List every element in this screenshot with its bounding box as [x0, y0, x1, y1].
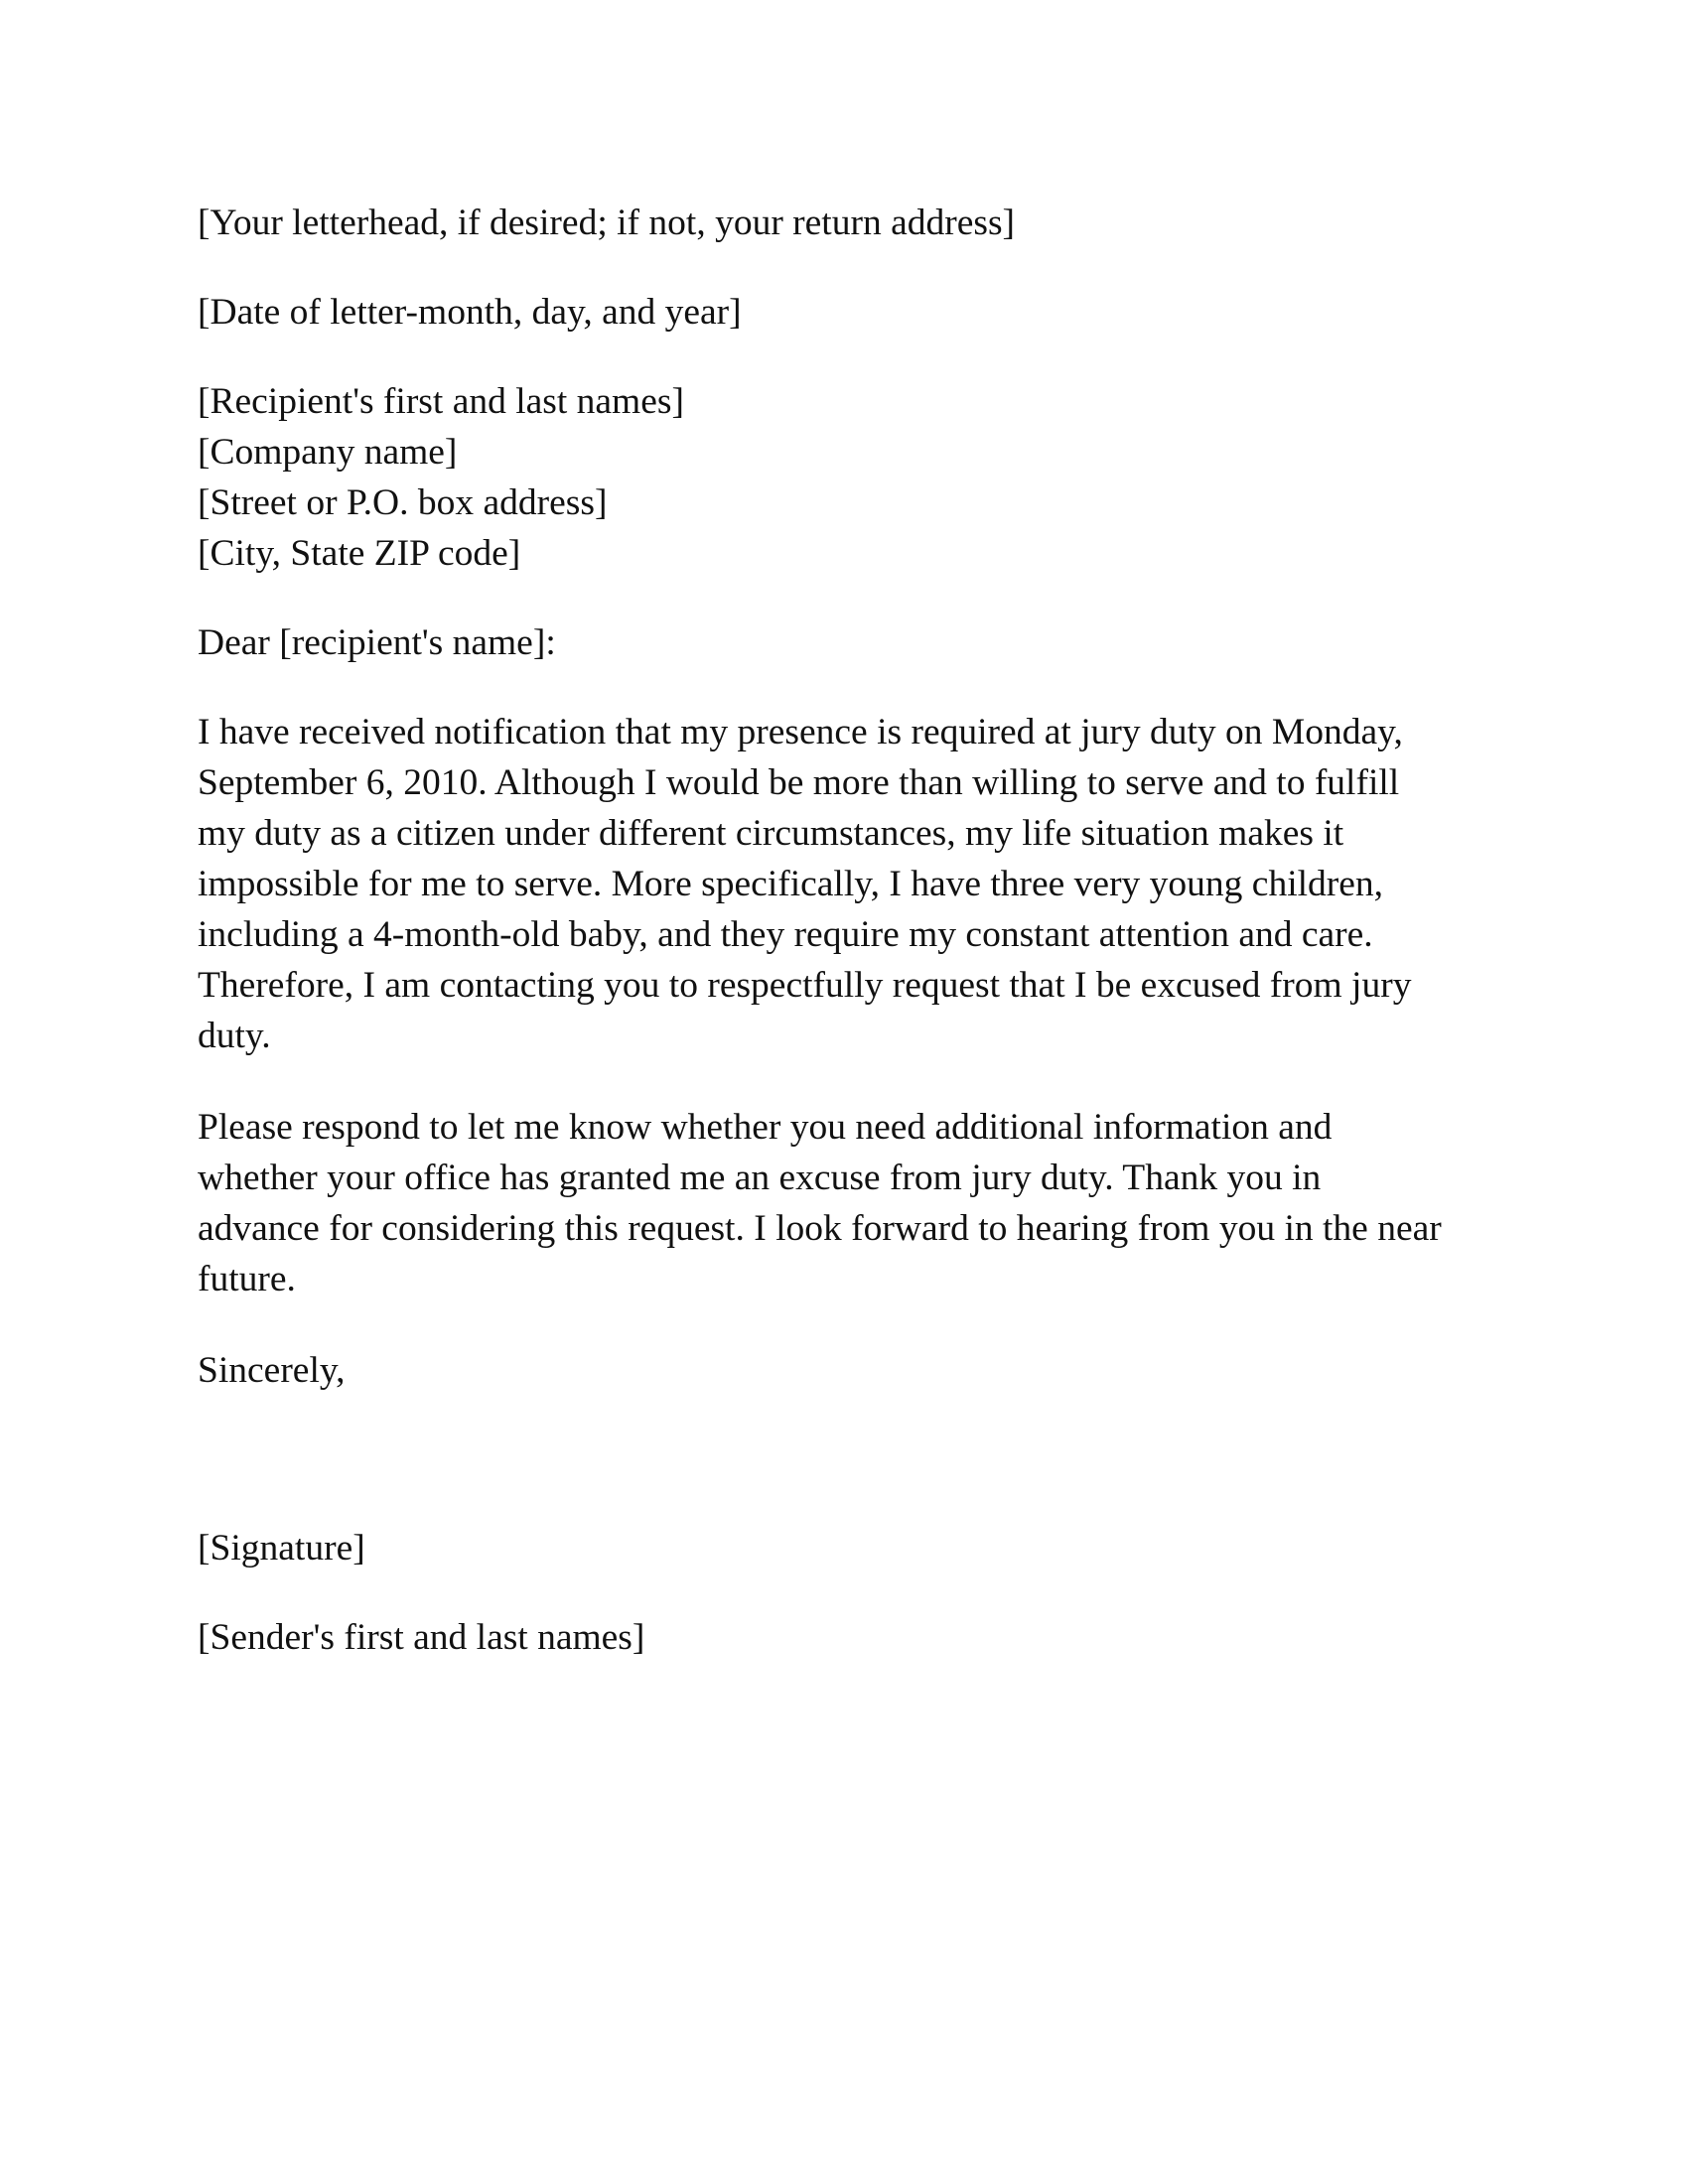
paragraph-line: future.	[198, 1259, 296, 1299]
paragraph-line: impossible for me to serve. More specifically, I have three very young children,	[198, 864, 1384, 904]
paragraph-line: Therefore, I am contacting you to respectfully request that I be excused from jury	[198, 965, 1412, 1006]
paragraph-line: Please respond to let me know whether you need additional information and	[198, 1107, 1333, 1148]
recipient-address-block	[198, 376, 1508, 579]
recipient-company: [Company name]	[198, 432, 458, 473]
closing: Sincerely,	[198, 1350, 346, 1391]
paragraph-line: advance for considering this request. I look forward to hearing from you in the near	[198, 1208, 1442, 1249]
paragraph-line: whether your office has granted me an excuse from jury duty. Thank you in	[198, 1158, 1322, 1198]
paragraph-line: my duty as a citizen under different circumstances, my life situation makes it	[198, 813, 1344, 854]
body-paragraph-1	[198, 707, 1508, 1061]
recipient-street: [Street or P.O. box address]	[198, 482, 608, 523]
recipient-name: [Recipient's first and last names]	[198, 381, 684, 422]
signature-placeholder: [Signature]	[198, 1528, 365, 1569]
sender-name-placeholder: [Sender's first and last names]	[198, 1617, 645, 1658]
paragraph-line: September 6, 2010. Although I would be more than willing to serve and to fulfill	[198, 762, 1400, 803]
letterhead-placeholder: [Your letterhead, if desired; if not, your return address]	[198, 203, 1016, 243]
body-paragraph-2	[198, 1102, 1508, 1304]
date-placeholder: [Date of letter-month, day, and year]	[198, 292, 742, 333]
paragraph-line: I have received notification that my presence is required at jury duty on Monday,	[198, 712, 1403, 752]
paragraph-line: duty.	[198, 1016, 271, 1056]
paragraph-line: including a 4-month-old baby, and they require my constant attention and care.	[198, 914, 1373, 955]
recipient-city-state-zip: [City, State ZIP code]	[198, 533, 521, 574]
salutation: Dear [recipient's name]:	[198, 622, 556, 663]
